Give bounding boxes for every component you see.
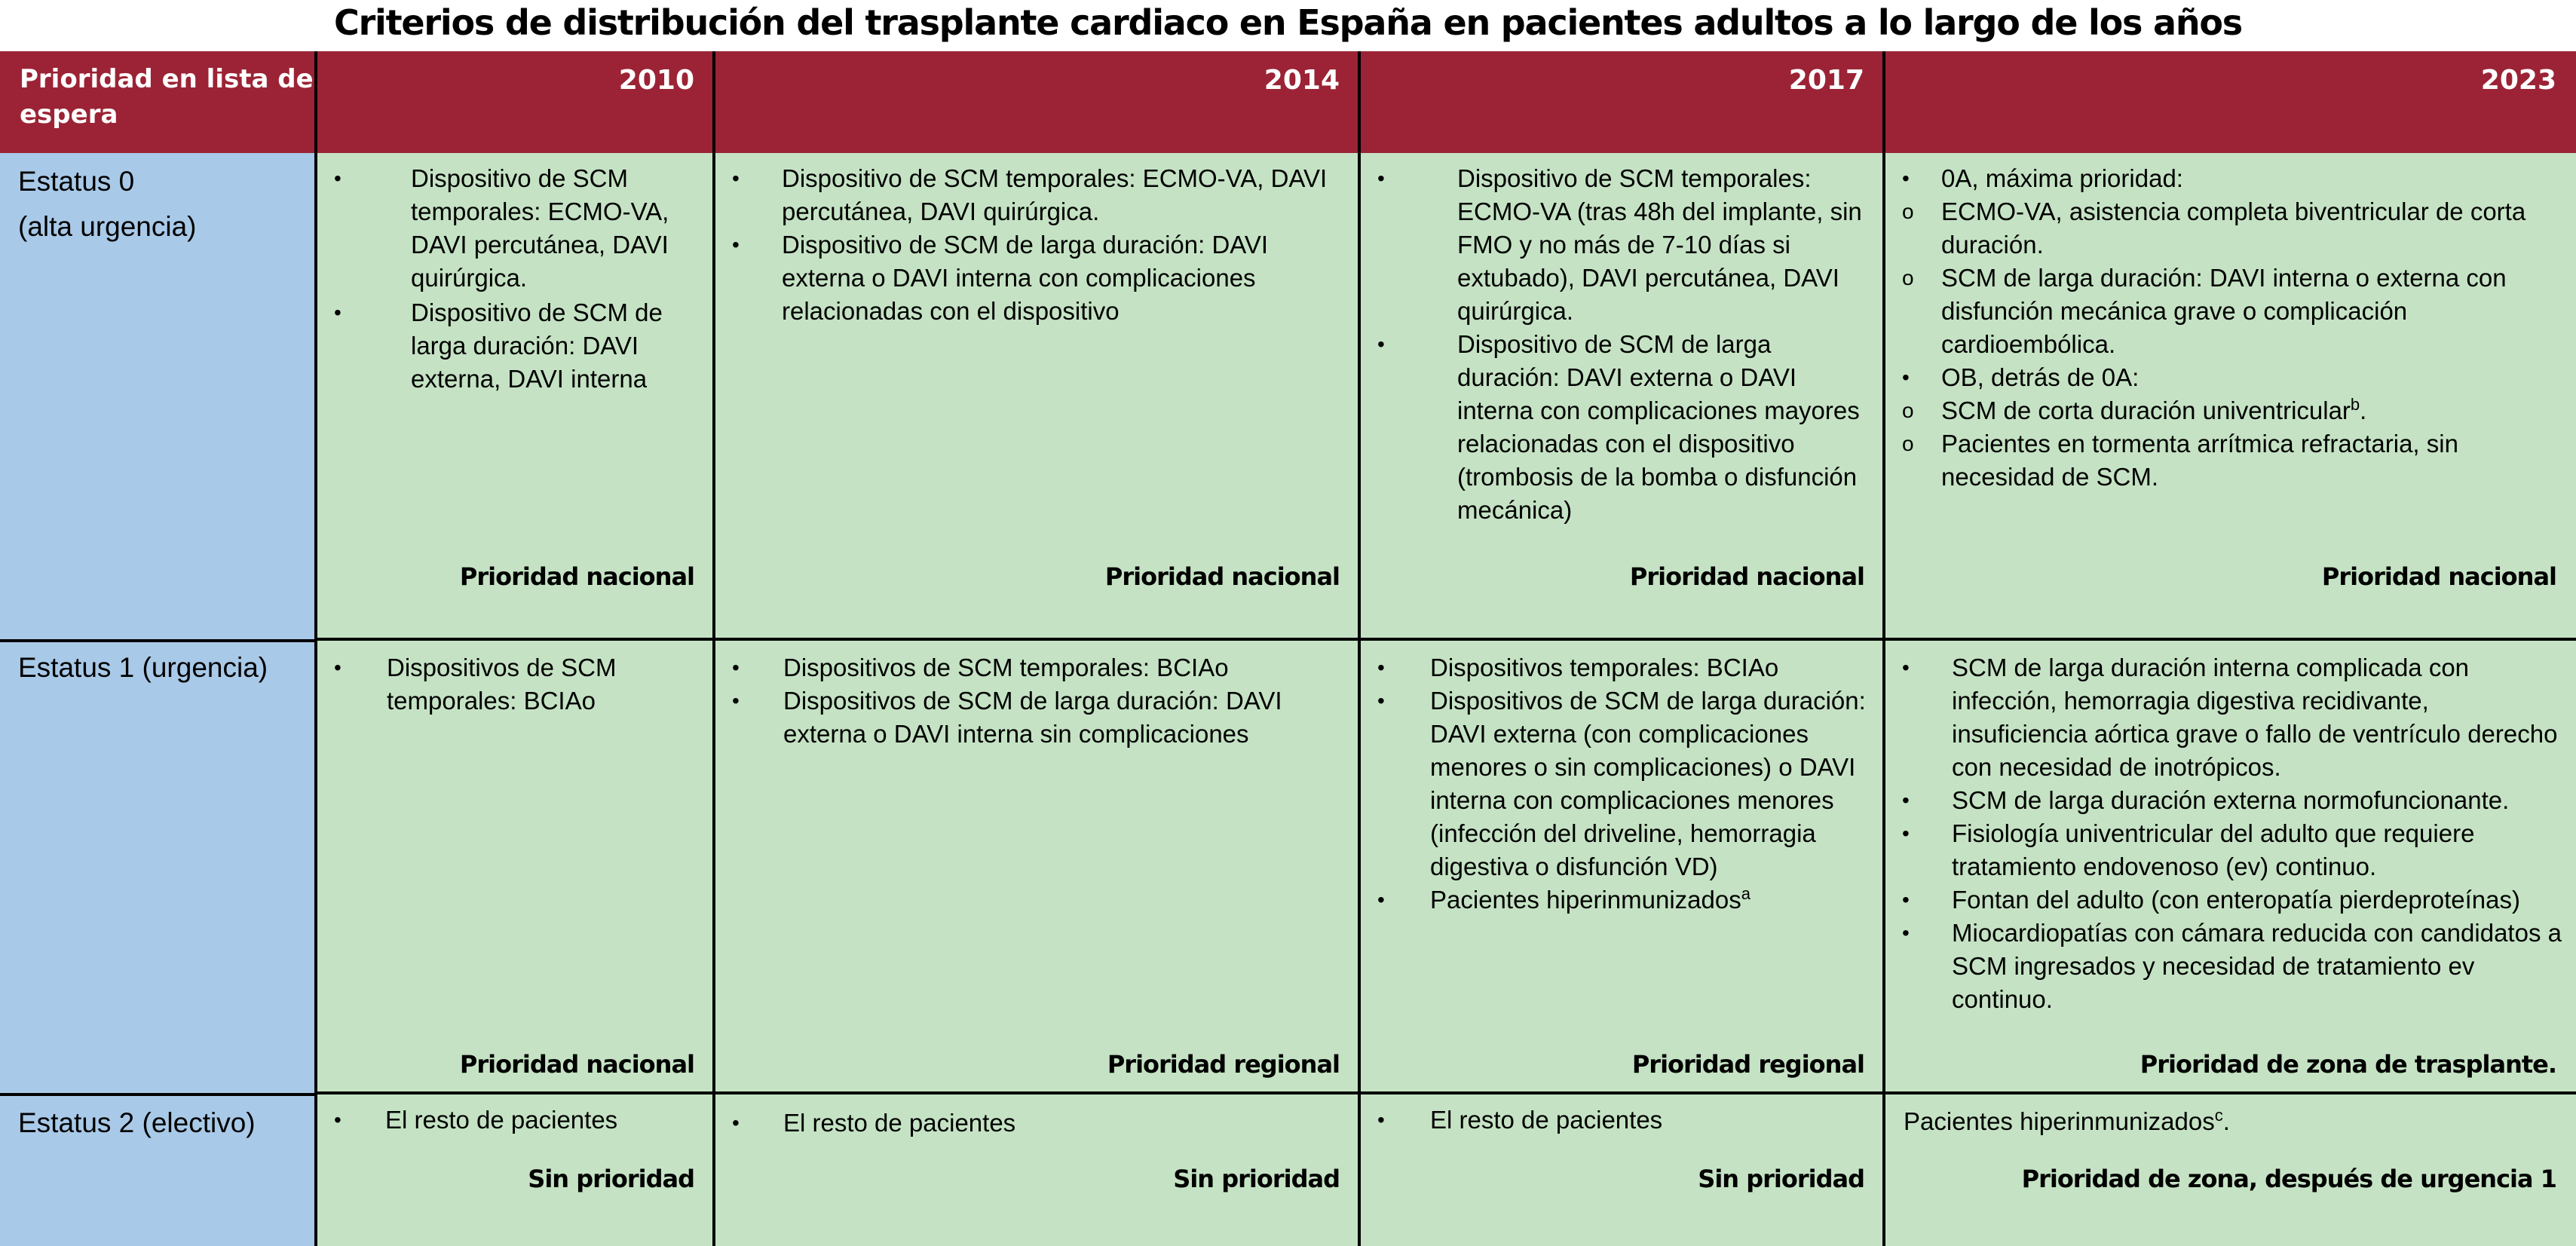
cell-status2-2023	[1884, 1093, 2576, 1246]
list-item: • Fontan del adulto (con enteropatía pierdeproteínas)	[1898, 883, 2564, 917]
list-item: • Pacientes hiperinmunizados$^a$	[1373, 883, 1872, 917]
cell-status1-2010	[316, 639, 714, 1093]
priority-label: Sin prioridad	[528, 1165, 694, 1193]
bullet-icon: •	[1377, 332, 1385, 356]
row-stub-status-0	[0, 153, 316, 639]
bullet-icon: •	[732, 656, 740, 679]
bullet-icon: •	[1902, 921, 1910, 944]
list-item: • El resto de pacientes	[727, 1107, 1347, 1140]
list-item: • Dispositivo de SCM temporales: ECMO-VA, DAVI percutánea, DAVI quirúrgica.	[329, 162, 702, 295]
list-item: • Dispositivos de SCM de larga duración: DAVI externa o DAVI interna sin complicaciones	[727, 684, 1347, 751]
header-year-2017: 2017	[1788, 65, 1864, 96]
footnote-marker: a	[1741, 884, 1751, 903]
bullet-icon: •	[732, 167, 740, 190]
cell-status1-2014	[714, 639, 1359, 1093]
priority-label: Prioridad de zona de trasplante.	[2140, 1050, 2556, 1079]
list-item: o ECMO-VA, asistencia completa biventricular de corta duración.	[1898, 195, 2564, 262]
bullet-icon: •	[1902, 656, 1910, 679]
list-item: • SCM de larga duración externa normofuncionante.	[1898, 784, 2564, 817]
bullet-icon: •	[334, 167, 342, 190]
list-item: • Dispositivo de SCM de larga duración: DAVI externa o DAVI interna con complicaciones mayores relacionadas con el dispositivo (trombosis de la bomba o disfunción mecánica)	[1373, 328, 1872, 527]
status-0-label: Estatus 0	[18, 166, 135, 197]
bullet-icon: •	[334, 1108, 342, 1131]
row-divider	[0, 639, 316, 642]
bullet-icon: •	[1902, 822, 1910, 845]
list-item: • Dispositivos de SCM temporales: BCIAo	[727, 651, 1347, 684]
priority-label: Prioridad regional	[1631, 1050, 1864, 1079]
list-item: • Dispositivos temporales: BCIAo	[1373, 651, 1872, 684]
list-item: • El resto de pacientes	[329, 1104, 702, 1137]
bullet-icon: •	[1377, 1108, 1385, 1131]
priority-label: Prioridad nacional	[459, 1050, 694, 1079]
footnote-marker: c	[2214, 1106, 2223, 1125]
column-divider	[1882, 51, 1885, 1246]
bullet-icon: •	[1377, 888, 1385, 911]
cell-status2-2014	[714, 1093, 1359, 1246]
row-stub-status-2	[0, 1093, 316, 1246]
column-divider	[712, 51, 715, 1246]
bullet-icon: •	[732, 1111, 740, 1134]
column-divider	[314, 51, 317, 1246]
row-stub-status-1	[0, 639, 316, 1093]
header-corner: Prioridad en lista de espera	[20, 64, 314, 130]
circle-bullet-icon: o	[1902, 200, 1914, 223]
bullet-icon: •	[732, 689, 740, 712]
priority-label: Sin prioridad	[1698, 1165, 1864, 1193]
circle-bullet-icon: o	[1902, 432, 1914, 455]
cell-status2-2010	[316, 1093, 714, 1246]
bullet-icon: •	[732, 233, 740, 256]
list-item: • Dispositivo de SCM temporales: ECMO-VA, DAVI percutánea, DAVI quirúrgica.	[727, 162, 1347, 228]
priority-label: Prioridad nacional	[1629, 562, 1864, 591]
bullet-icon: •	[1902, 366, 1910, 389]
cell-status0-2017	[1359, 153, 1884, 639]
priority-label: Prioridad de zona, después de urgencia 1	[2021, 1165, 2556, 1193]
bullet-icon: •	[1377, 167, 1385, 190]
bullet-icon: •	[334, 301, 342, 324]
bullet-icon: •	[1902, 788, 1910, 812]
list-item: • 0A, máxima prioridad:	[1898, 162, 2564, 195]
list-item: • Dispositivos de SCM de larga duración: DAVI externa (con complicaciones menores o sin complicaciones) o DAVI interna con complicaciones menores (infección del driveline, hemorragia digestiva o disfunción VD)	[1373, 684, 1872, 883]
list-item: • OB, detrás de 0A:	[1898, 361, 2564, 394]
list-item: • Dispositivo de SCM temporales: ECMO-VA (tras 48h del implante, sin FMO y no más de 7-10 días si extubado), DAVI percutánea, DAVI quirúrgica.	[1373, 162, 1872, 328]
row-divider-line	[316, 638, 2576, 641]
priority-label: Sin prioridad	[1173, 1165, 1340, 1193]
list-item: • Dispositivo de SCM de larga duración: DAVI externa, DAVI interna	[329, 296, 702, 396]
column-divider	[1358, 51, 1361, 1246]
list-item: • Fisiología univentricular del adulto que requiere tratamiento endovenoso (ev) continuo.	[1898, 817, 2564, 883]
row-divider-line	[316, 1091, 2576, 1094]
priority-label: Prioridad nacional	[2321, 562, 2556, 591]
list-item: • SCM de larga duración interna complicada con infección, hemorragia digestiva recidivante, insuficiencia aórtica grave o fallo de ventrículo derecho con necesidad de inotrópicos.	[1898, 651, 2564, 784]
status-2-label: Estatus 2 (electivo)	[18, 1107, 256, 1138]
cell-status2-2017	[1359, 1093, 1884, 1246]
bullet-icon: •	[334, 656, 342, 679]
list-item: • El resto de pacientes	[1373, 1104, 1872, 1137]
cell-status1-2017	[1359, 639, 1884, 1093]
header-year-2010: 2010	[618, 65, 694, 96]
bullet-icon: •	[1377, 689, 1385, 712]
list-item: o SCM de larga duración: DAVI interna o externa con disfunción mecánica grave o complicación cardioembólica.	[1898, 262, 2564, 361]
bullet-icon: •	[1377, 656, 1385, 679]
circle-bullet-icon: o	[1902, 399, 1914, 422]
cell-status0-2010	[316, 153, 714, 639]
bullet-icon: •	[1902, 167, 1910, 190]
priority-label: Prioridad nacional	[1104, 562, 1340, 591]
priority-label: Prioridad regional	[1107, 1050, 1340, 1079]
list-item: o SCM de corta duración univentricular$^b$.	[1898, 394, 2564, 427]
row-divider	[0, 1093, 316, 1096]
header-year-2023: 2023	[2480, 65, 2556, 96]
footnote-marker: b	[2350, 395, 2360, 414]
list-item: • Dispositivos de SCM temporales: BCIAo	[329, 651, 702, 718]
status-1-label: Estatus 1 (urgencia)	[18, 652, 268, 683]
header-year-2014: 2014	[1263, 65, 1340, 96]
priority-label: Prioridad nacional	[459, 562, 694, 591]
status-0-sublabel: (alta urgencia)	[18, 211, 197, 242]
bullet-icon: •	[1902, 888, 1910, 911]
circle-bullet-icon: o	[1902, 266, 1914, 289]
list-item: • Miocardiopatías con cámara reducida con candidatos a SCM ingresados y necesidad de tratamiento ev continuo.	[1898, 917, 2564, 1016]
cell-status1-2023	[1884, 639, 2576, 1093]
cell-status0-2014	[714, 153, 1359, 639]
cell-text: Pacientes hiperinmunizados$^c$.	[1904, 1106, 2230, 1135]
cell-status0-2023	[1884, 153, 2576, 639]
table-title: Criterios de distribución del trasplante cardiaco en España en pacientes adultos a lo largo de los años	[334, 2, 2242, 43]
list-item: o Pacientes en tormenta arrítmica refractaria, sin necesidad de SCM.	[1898, 427, 2564, 494]
list-item: • Dispositivo de SCM de larga duración: DAVI externa o DAVI interna con complicaciones relacionadas con el dispositivo	[727, 228, 1347, 328]
